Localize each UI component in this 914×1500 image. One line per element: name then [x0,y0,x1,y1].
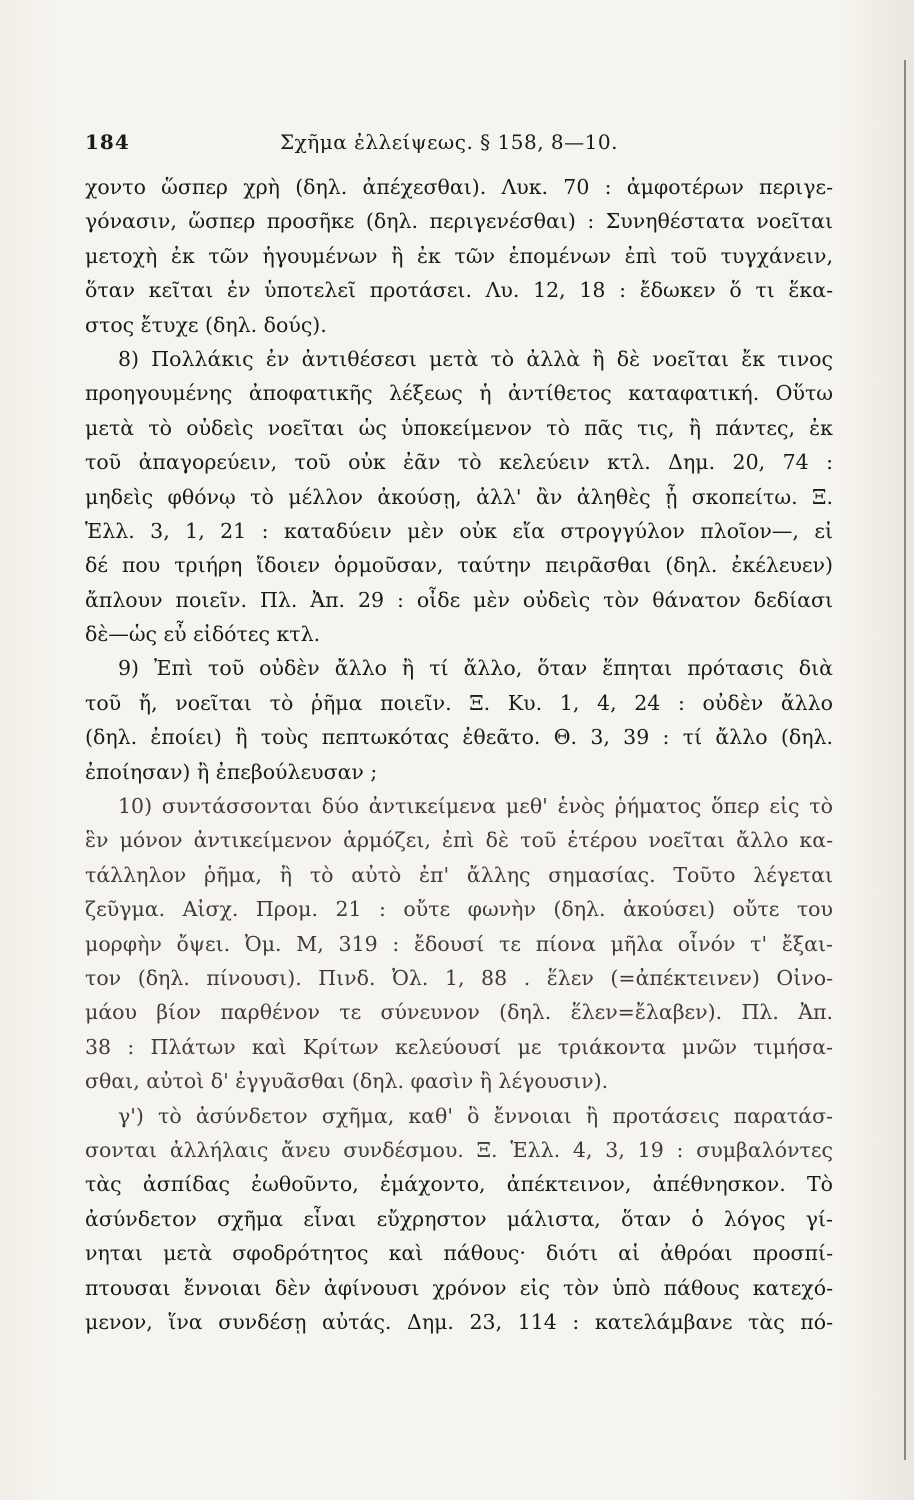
text-line: πτουσαι ἔννοιαι δὲν ἀφίνουσι χρόνον εἰς τὸν ὑπὸ πάθους κατεχό- [85,1275,833,1300]
text-line: μορφὴν ὄψει. Ὀμ. Μ, 319 : ἔδουσί τε πίονα μῆλα οἶνόν τ' ἔξαι- [85,931,833,956]
text-line: νηται μετὰ σφοδρότητος καὶ πάθους· διότι αἱ ἀθρόαι προσπί- [85,1241,833,1266]
text-line: δέ που τριήρη ἴδοιεν ὁρμοῦσαν, ταύτην πειρᾶσθαι (δηλ. ἐκέλευεν) [85,553,833,578]
text-line: ἄπλουν ποιεῖν. Πλ. Ἀπ. 29 : οἶδε μὲν οὐδεὶς τὸν θάνατον δεδίασι [85,587,833,612]
text-line: ἓν μόνον ἀντικείμενον ἁρμόζει, ἐπὶ δὲ τοῦ ἑτέρου νοεῖται ἄλλο κα- [85,828,833,853]
text-line: ἀσύνδετον σχῆμα εἶναι εὔχρηστον μάλιστα, ὅταν ὁ λόγος γί- [85,1206,833,1231]
paragraph-9-start: 9) Ἐπὶ τοῦ οὐδὲν ἄλλο ἢ τί ἄλλο, ὅταν ἕπηται πρότασις διὰ [118,656,833,681]
text-line: σονται ἀλλήλαις ἄνευ συνδέσμου. Ξ. Ἑλλ. 4, 3, 19 : συμβαλόντες [85,1137,833,1162]
body-text [85,170,833,1339]
text-line: μάου βίον παρθένον τε σύνευνον (δηλ. ἕλεν=ἔλαβεν). Πλ. Ἀπ. [85,1000,833,1025]
text-line: τοῦ ἀπαγορεύειν, τοῦ οὐκ ἐᾶν τὸ κελεύειν κτλ. Δημ. 20, 74 : [85,450,833,475]
page-number: 184 [85,130,130,154]
text-line: τοῦ ἤ, νοεῖται τὸ ῥῆμα ποιεῖν. Ξ. Κυ. 1, 4, 24 : οὐδὲν ἄλλο [85,690,833,715]
text-line: μηδεὶς φθόνῳ τὸ μέλλον ἀκούσῃ, ἀλλ' ἂν ἀληθὲς ᾖ σκοπείτω. Ξ. [85,484,833,509]
text-line: προηγουμένης ἀποφατικῆς λέξεως ἡ ἀντίθετος καταφατική. Οὕτω [85,381,833,406]
paragraph-8-start: 8) Πολλάκις ἐν ἀντιθέσεσι μετὰ τὸ ἀλλὰ ἢ δὲ νοεῖται ἔκ τινος [118,346,833,371]
text-line: ὅταν κεῖται ἐν ὑποτελεῖ προτάσει. Λυ. 12, 18 : ἔδωκεν ὅ τι ἕκα- [85,278,833,303]
text-line: σθαι, αὐτοὶ δ' ἐγγυᾶσθαι (δηλ. φασὶν ἢ λέγουσιν). [85,1069,609,1094]
text-line: γόνασιν, ὥσπερ προσῆκε (δηλ. περιγενέσθαι) : Συνηθέστατα νοεῖται [85,209,833,234]
text-line: ἐποίησαν) ἢ ἐπεβούλευσαν ; [85,759,378,784]
paragraph-10-start: 10) συντάσσονται δύο ἀντικείμενα μεθ' ἑνὸς ῥήματος ὅπερ εἰς τὸ [118,794,833,819]
text-line: τάλληλον ῥῆμα, ἢ τὸ αὐτὸ ἐπ' ἄλλης σημασίας. Τοῦτο λέγεται [85,862,833,887]
text-line: χοντο ὥσπερ χρὴ (δηλ. ἀπέχεσθαι). Λυκ. 70 : ἀμφοτέρων περιγε- [85,175,833,199]
page-edge-shadow [904,60,906,1460]
text-line: στος ἔτυχε (δηλ. δούς). [85,312,327,337]
text-line: (δηλ. ἐποίει) ἢ τοὺς πεπτωκότας ἐθεᾶτο. Θ. 3, 39 : τί ἄλλο (δηλ. [85,725,833,750]
text-line: ζεῦγμα. Αἰσχ. Προμ. 21 : οὔτε φωνὴν (δηλ. ἀκούσει) οὔτε του [85,897,833,922]
text-line: τὰς ἀσπίδας ἐωθοῦντο, ἐμάχοντο, ἀπέκτεινον, ἀπέθνησκον. Τὸ [85,1172,833,1197]
text-line: Ἑλλ. 3, 1, 21 : καταδύειν μὲν οὐκ εἴα στρογγύλον πλοῖον—, εἰ [85,518,833,543]
text-line: δὲ—ὡς εὖ εἰδότες κτλ. [85,622,321,647]
running-title: Σχῆμα ἐλλείψεως. § 158, 8—10. [280,130,618,154]
text-line: μετὰ τὸ οὐδεὶς νοεῖται ὡς ὑποκείμενον τὸ πᾶς τις, ἢ πάντες, ἐκ [85,415,833,440]
text-line: μενον, ἵνα συνδέσῃ αὐτάς. Δημ. 23, 114 : κατελάμβανε τὰς πό- [85,1309,833,1334]
paragraph-gamma-start: γ') τὸ ἀσύνδετον σχῆμα, καθ' ὃ ἔννοιαι ἢ προτάσεις παρατάσ- [118,1103,833,1128]
page-header [85,130,830,164]
text-line: τον (δηλ. πίνουσι). Πινδ. Ὀλ. 1, 88 . ἕλεν (=ἀπέκτεινεν) Οἰνο- [85,965,833,990]
text-line: μετοχὴ ἐκ τῶν ἡγουμένων ἢ ἐκ τῶν ἑπομένων ἐπὶ τοῦ τυγχάνειν, [85,243,833,268]
text-line: 38 : Πλάτων καὶ Κρίτων κελεύουσί με τριάκοντα μνῶν τιμήσα- [85,1034,833,1059]
